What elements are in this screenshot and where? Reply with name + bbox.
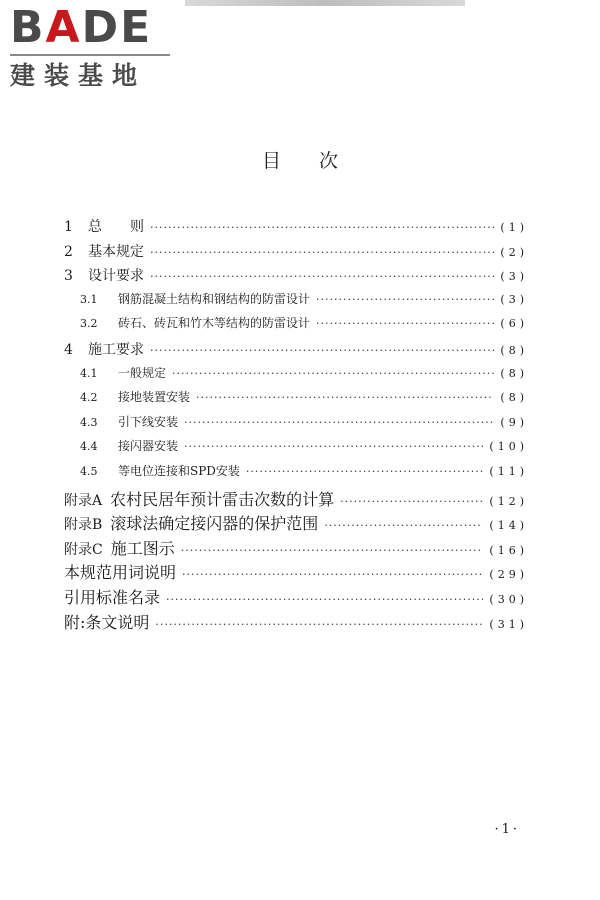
toc-entry-title: 一般规定 — [118, 365, 167, 380]
toc-leader-dots — [246, 465, 483, 478]
toc-leader-dots — [324, 519, 483, 532]
toc-entry[interactable] — [64, 536, 528, 561]
toc-leader-dots — [166, 593, 483, 606]
toc-entry-number: 附录A — [64, 492, 103, 509]
toc-entry-number: 2 — [64, 243, 73, 260]
toc-entry-title: 引下线安装 — [118, 414, 179, 429]
toc-leader-dots — [182, 568, 483, 581]
toc-entry-number: 3 — [64, 268, 73, 285]
toc-entry[interactable] — [64, 462, 528, 487]
toc-entry[interactable] — [64, 290, 528, 315]
toc-leader-dots — [340, 495, 483, 508]
toc-entry-number: 4.2 — [80, 391, 98, 405]
toc-entry-page: (12) — [489, 494, 528, 508]
toc-entry-page: (2) — [500, 245, 528, 259]
toc-entry-number: 附录C — [64, 541, 103, 558]
toc-entry-page: (6) — [500, 317, 528, 331]
logo-subtitle: 建装基地 — [10, 61, 147, 90]
toc-entry-title: 设计要求 — [88, 268, 144, 285]
toc-entry-title: 等电位连接和SPD安装 — [118, 463, 240, 478]
toc-leader-dots — [196, 391, 494, 404]
toc-leader-dots — [155, 618, 483, 631]
logo-wordmark: BADE — [10, 2, 153, 53]
toc-entry-title: 施工要求 — [88, 341, 144, 358]
toc-entry-page: (16) — [489, 543, 528, 557]
toc-entry-page: (3) — [500, 270, 528, 284]
toc-entry-page: (30) — [489, 592, 528, 606]
toc-entry-number: 4.3 — [80, 415, 98, 429]
toc-leader-dots — [150, 270, 494, 283]
toc-entry-title: 砖石、砖瓦和竹木等结构的防雷设计 — [118, 316, 311, 331]
toc-leader-dots — [316, 317, 494, 330]
toc-entry-title: 本规范用词说明 — [64, 563, 177, 583]
toc-entry-title: 施工图示 — [110, 538, 175, 558]
toc-entry[interactable] — [64, 560, 528, 585]
toc-entry-page: (3) — [500, 292, 528, 306]
toc-entry-page: (31) — [489, 617, 528, 631]
page-title: 目次 — [261, 150, 376, 172]
toc-entry[interactable] — [64, 413, 528, 438]
toc-leader-dots — [184, 416, 494, 429]
toc-entry-number: 4.1 — [80, 366, 98, 380]
toc-leader-dots — [150, 246, 494, 259]
toc-entry-page: (1) — [500, 221, 528, 234]
toc-entry-page: (8) — [500, 343, 528, 357]
logo-divider — [10, 54, 170, 56]
toc-entry[interactable] — [64, 585, 528, 610]
toc-entry[interactable] — [64, 437, 528, 462]
toc-entry-number: 4 — [64, 341, 73, 358]
toc-entry-page: (10) — [489, 440, 528, 454]
toc-entry-page: (11) — [489, 464, 528, 478]
table-of-contents — [64, 216, 528, 634]
toc-entry[interactable] — [64, 610, 528, 635]
toc-entry-title: 总 则 — [88, 219, 144, 235]
toc-entry-number: 3.2 — [80, 317, 98, 331]
toc-entry[interactable] — [64, 265, 528, 290]
toc-entry[interactable] — [64, 388, 528, 413]
toc-entry-page: (8) — [500, 366, 528, 380]
toc-entry-page: (14) — [489, 519, 528, 533]
page-number: ·1· — [494, 822, 520, 837]
toc-entry-title: 引用标准名录 — [64, 587, 161, 607]
toc-entry-title: 钢筋混凝土结构和钢结构的防雷设计 — [118, 291, 311, 306]
toc-entry-number: 4.5 — [80, 464, 98, 478]
toc-entry-number: 1 — [64, 219, 73, 235]
toc-entry[interactable] — [64, 314, 528, 339]
toc-entry-title: 滚球法确定接闪器的保护范围 — [110, 514, 319, 534]
toc-entry[interactable] — [64, 487, 528, 512]
toc-entry-number: 4.4 — [80, 440, 98, 454]
toc-entry-title: 附:条文说明 — [64, 612, 150, 632]
toc-entry-title: 接地装置安装 — [118, 390, 191, 405]
toc-entry[interactable] — [64, 339, 528, 364]
toc-entry-page: (8) — [500, 391, 528, 405]
toc-leader-dots — [181, 544, 484, 557]
toc-entry-number: 附录B — [64, 517, 103, 534]
toc-entry[interactable] — [64, 216, 528, 241]
toc-leader-dots — [150, 221, 494, 234]
toc-entry-page: (9) — [500, 415, 528, 429]
toc-entry-title: 接闪器安装 — [118, 439, 179, 454]
toc-leader-dots — [316, 293, 494, 306]
toc-leader-dots — [150, 344, 494, 357]
toc-leader-dots — [184, 440, 483, 453]
toc-entry-page: (29) — [489, 568, 528, 582]
toc-entry-title: 基本规定 — [88, 243, 144, 260]
toc-entry-title: 农村民居年预计雷击次数的计算 — [110, 489, 335, 509]
toc-entry[interactable] — [64, 364, 528, 389]
toc-leader-dots — [172, 367, 494, 380]
toc-entry[interactable] — [64, 241, 528, 266]
toc-entry[interactable] — [64, 511, 528, 536]
toc-entry-number: 3.1 — [80, 292, 98, 306]
bade-logo — [10, 2, 180, 90]
scan-artifact-strip — [185, 0, 465, 6]
